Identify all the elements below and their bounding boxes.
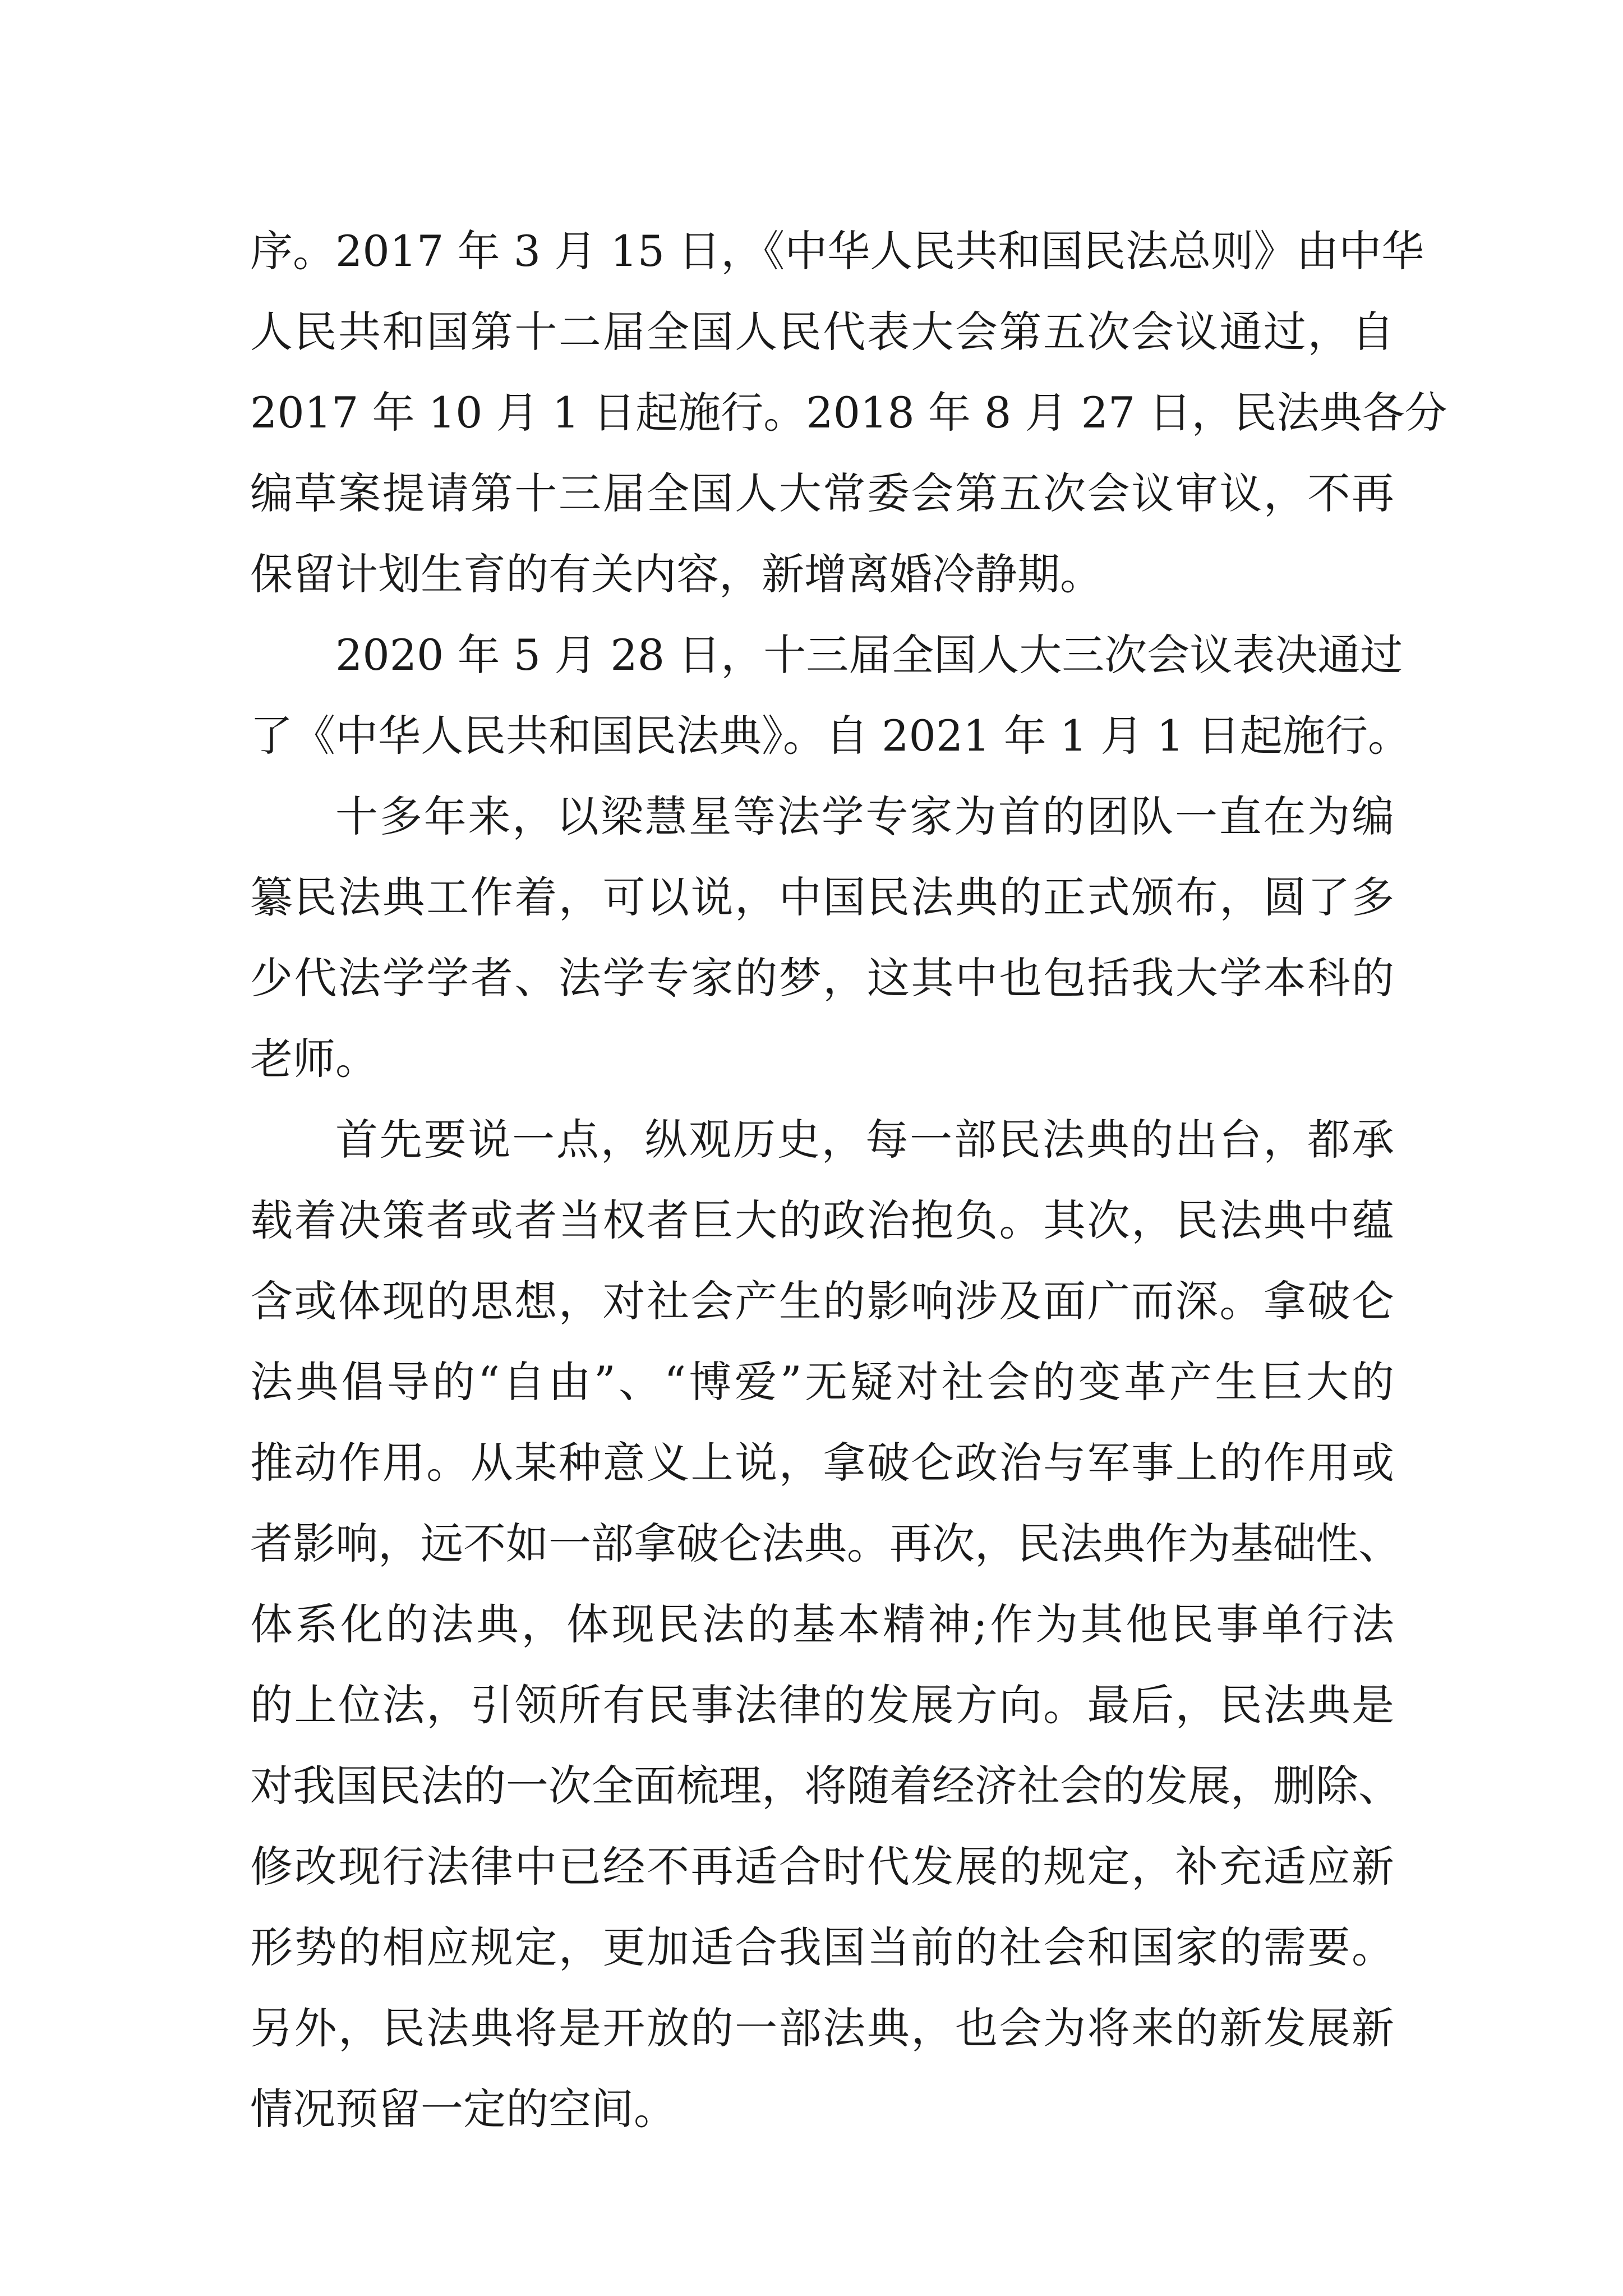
paragraph-line: 人民共和国第十二届全国人民代表大会第五次会议通过，自 <box>250 307 1394 357</box>
paragraph-line: 含或体现的思想，对社会产生的影响涉及面广而深。拿破仑 <box>250 1276 1394 1326</box>
paragraph-line: 载着决策者或者当权者巨大的政治抱负。其次，民法典中蕴 <box>250 1195 1394 1245</box>
paragraph-line: 修改现行法律中已经不再适合时代发展的规定，补充适应新 <box>250 1842 1394 1892</box>
paragraph-line: 少代法学学者、法学专家的梦，这其中也包括我大学本科的 <box>250 953 1394 1003</box>
paragraph-line: 形势的相应规定，更加适合我国当前的社会和国家的需要。 <box>250 1922 1394 1972</box>
paragraph-line: 推动作用。从某种意义上说，拿破仑政治与军事上的作用或 <box>250 1438 1394 1488</box>
paragraph-line: 对我国民法的一次全面梳理，将随着经济社会的发展，删除、 <box>250 1761 1401 1811</box>
paragraph-line: 编草案提请第十三届全国人大常委会第五次会议审议，不再 <box>250 468 1394 518</box>
paragraph-line: 法典倡导的“自由”、“博爱”无疑对社会的变革产生巨大的 <box>250 1357 1394 1407</box>
paragraph-line: 者影响，远不如一部拿破仑法典。再次，民法典作为基础性、 <box>250 1519 1401 1568</box>
paragraph-line: 情况预留一定的空间。 <box>250 2084 676 2134</box>
body-text <box>250 211 1447 2150</box>
paragraph-line: 另外，民法典将是开放的一部法典，也会为将来的新发展新 <box>250 2003 1394 2053</box>
paragraph-line: 了《中华人民共和国民法典》。自 2021 年 1 月 1 日起施行。 <box>250 711 1411 761</box>
paragraph-line: 2017 年 10 月 1 日起施行。2018 年 8 月 27 日，民法典各分 <box>250 388 1447 438</box>
paragraph-line: 2020 年 5 月 28 日，十三届全国人大三次会议表决通过 <box>335 630 1403 680</box>
paragraph-line: 的上位法，引领所有民事法律的发展方向。最后，民法典是 <box>250 1680 1394 1730</box>
paragraph-line: 老师。 <box>250 1034 378 1084</box>
paragraph-line: 纂民法典工作着，可以说，中国民法典的正式颁布，圆了多 <box>250 872 1394 922</box>
paragraph-line: 体系化的法典，体现民法的基本精神;作为其他民事单行法 <box>250 1599 1394 1649</box>
paragraph-line: 十多年来，以梁慧星等法学专家为首的团队一直在为编 <box>335 792 1394 841</box>
paragraph-line: 首先要说一点，纵观历史，每一部民法典的出台，都承 <box>335 1115 1394 1165</box>
paragraph-line: 保留计划生育的有关内容，新增离婚冷静期。 <box>250 549 1103 599</box>
paragraph-line: 序。2017 年 3 月 15 日，《中华人民共和国民法总则》由中华 <box>250 226 1424 276</box>
